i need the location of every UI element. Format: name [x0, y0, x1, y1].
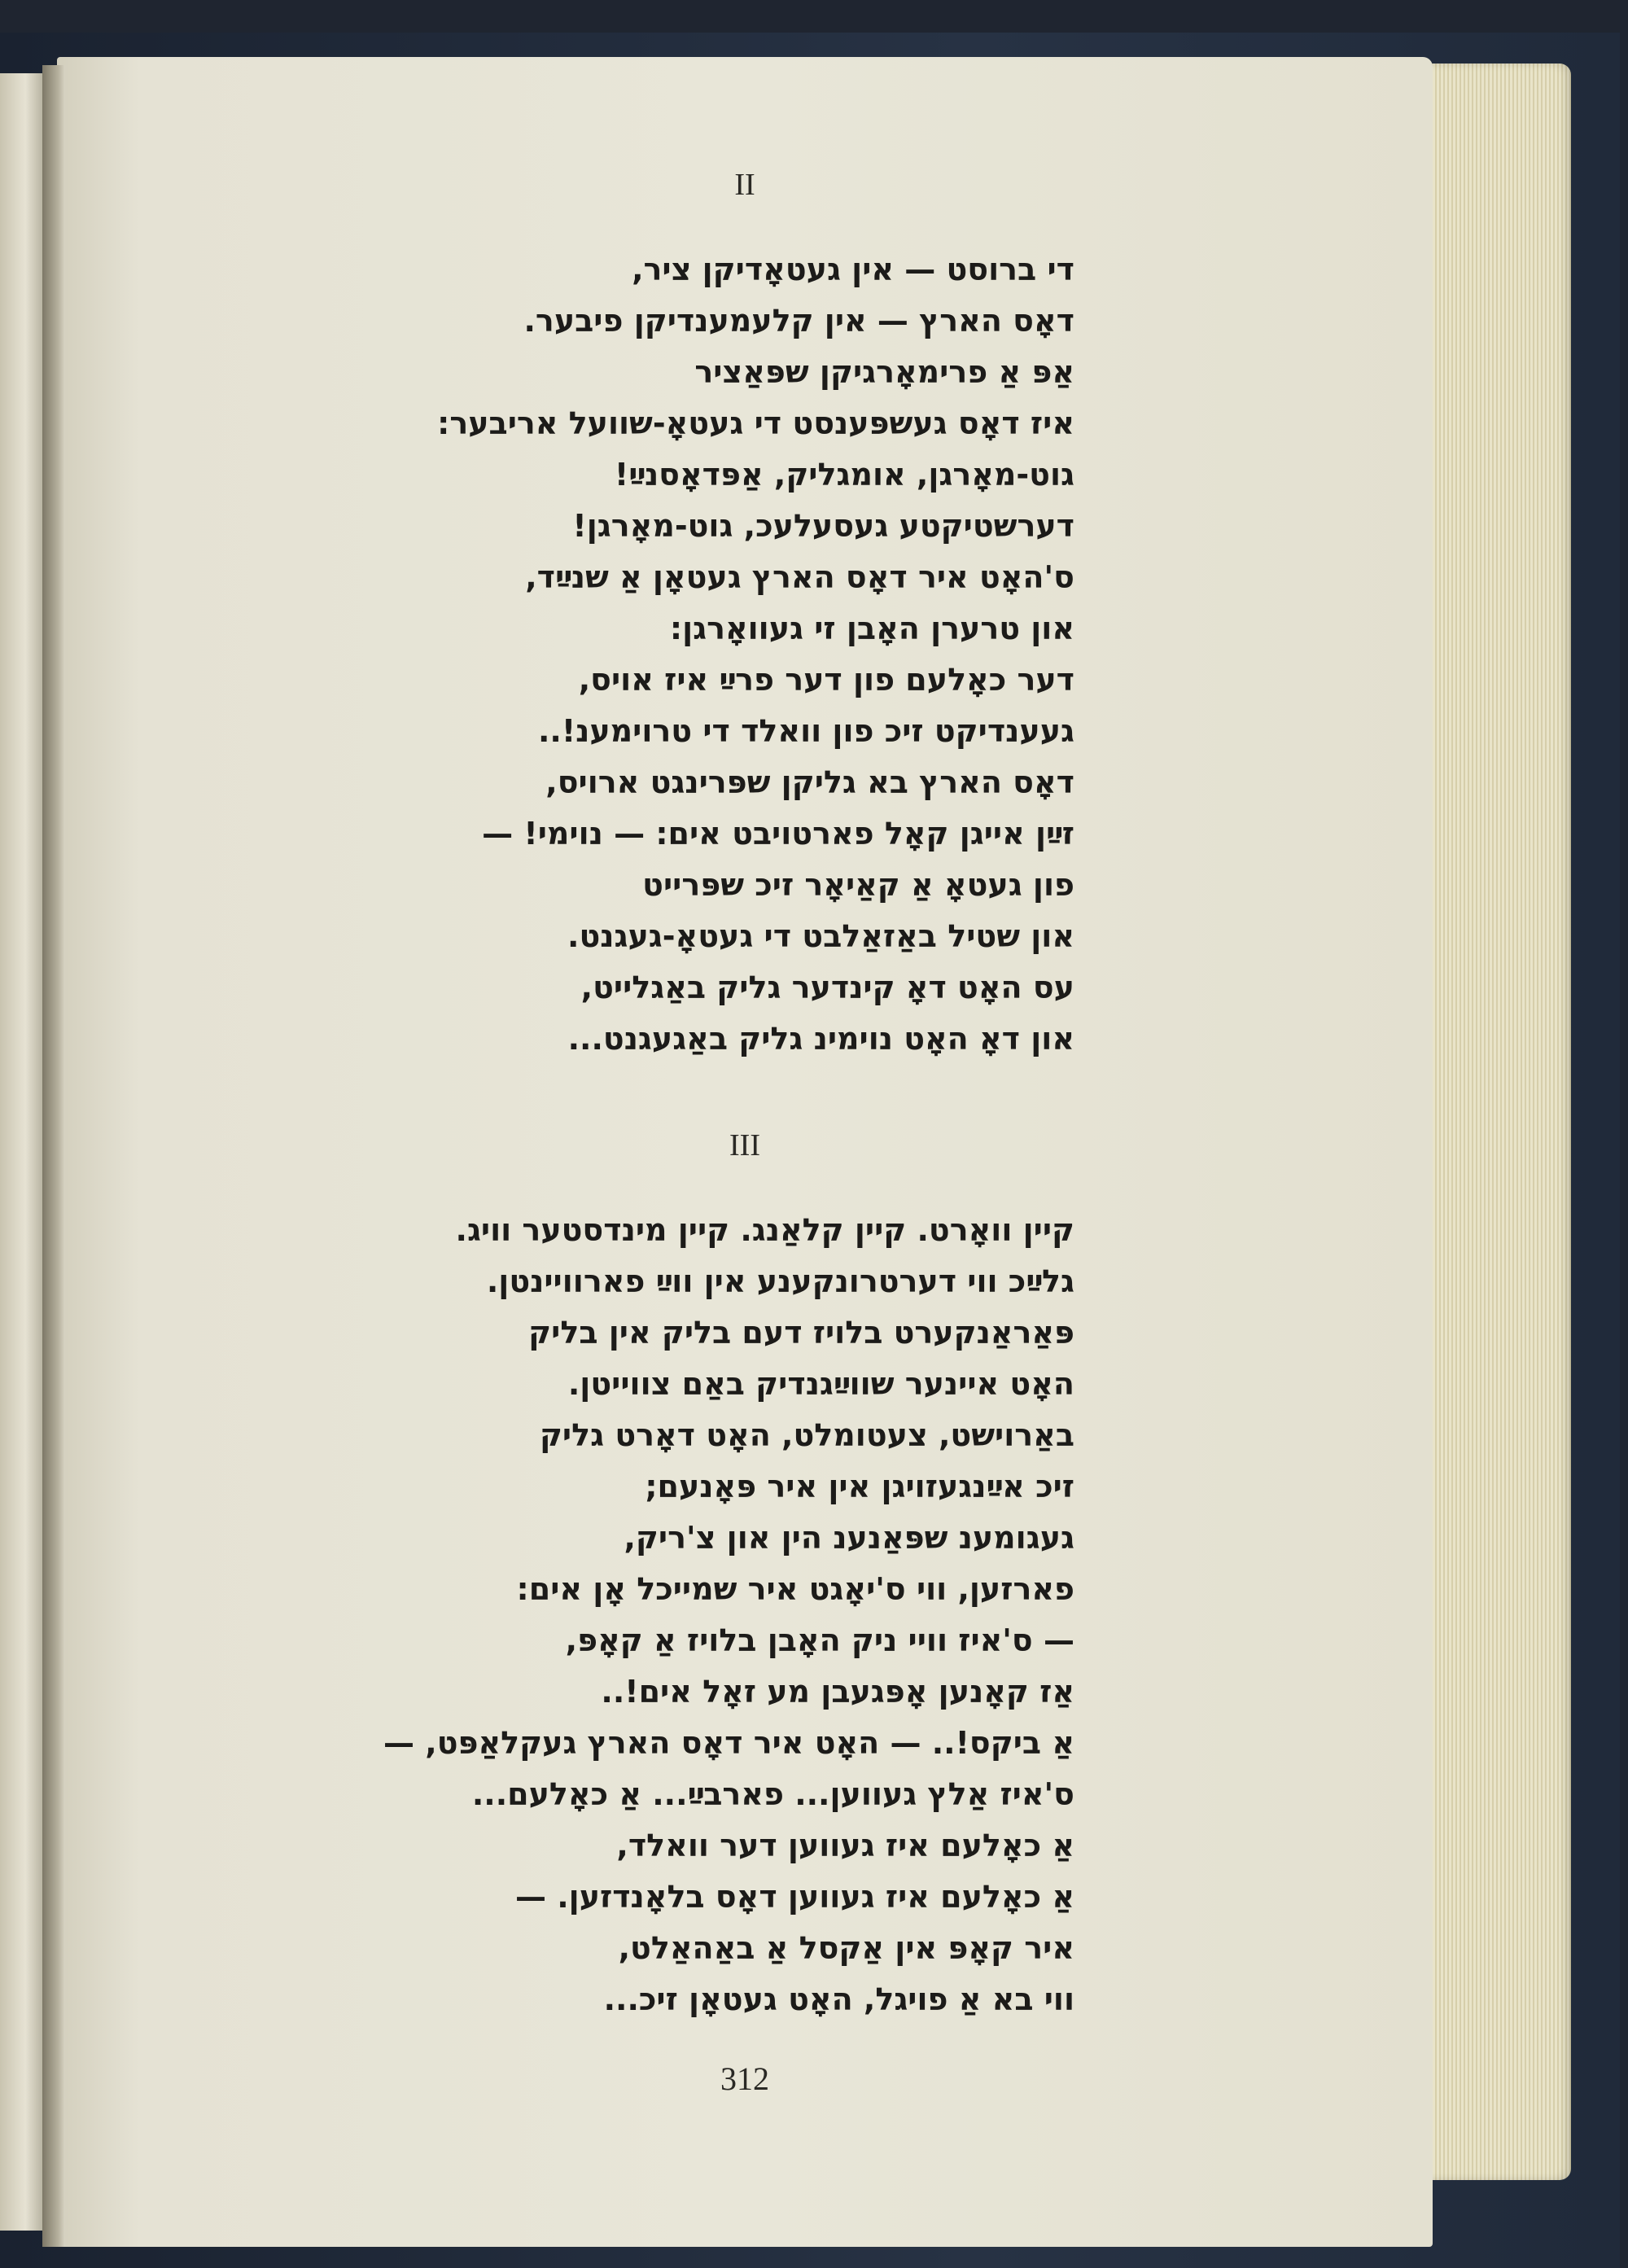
poem-line: זיכ אײַנגעזויגן אין איר פּאָנעם; — [645, 1469, 1074, 1504]
poem-line: ס'איז אַלץ געווען... פארבײַ... אַ כאָלעם... — [471, 1776, 1074, 1812]
poem-line: — ס'איז וויי ניק האָבן בלויז אַ קאָפּ, — [565, 1622, 1074, 1658]
poem-line: און דאָ האָט נוימינ גליק באַגעגנט... — [567, 1021, 1074, 1057]
page-stack-edge — [1420, 63, 1571, 2180]
poem-line: גוט-מאָרגן, אומגליק, אַפּדאָסנײַ! — [614, 457, 1074, 493]
poem-line: פון געטאָ אַ קאַיאָר זיכ שפּרייט — [642, 867, 1074, 903]
page-number: 312 — [720, 2060, 769, 2097]
poem-section-2 — [309, 244, 1074, 1065]
poem-line: ס'האָט איר דאָס הארץ געטאָן אַ שנײַד, — [525, 559, 1074, 595]
poem-section-3 — [309, 1205, 1074, 2025]
poem-line: און טרערן האָבן זי געוואָרגן: — [669, 611, 1074, 646]
poem-line: די ברוסט — אין געטאָדיקן ציר, — [632, 252, 1074, 287]
poem-line: אַפּ אַ פרימאָרגיקן שפּאַציר — [694, 354, 1074, 390]
poem-line: אַ ביקס!.. — האָט איר דאָס הארץ געקלאַפּט, — — [383, 1725, 1074, 1761]
poem-line: דאָס הארץ — אין קלעמענדיקן פיבער. — [523, 303, 1074, 339]
poem-line: פּאַראַנקערט בלויז דעם בליק אין בליק — [528, 1315, 1074, 1351]
poem-line: פארזען, ווי ס'יאָגט איר שמייכל אָן אים: — [516, 1571, 1074, 1607]
poem-line: קיין וואָרט. קיין קלאַנג. קיין מינדסטער וויג. — [455, 1212, 1074, 1248]
poem-line: און שטיל באַזאַלבט די געטאָ-געגנט. — [567, 918, 1074, 954]
poem-line: באַרוישט, צעטומלט, האָט דאָרט גליק — [539, 1417, 1074, 1453]
poem-line: האָט איינער שווײַגנדיק באַם צווייטן. — [567, 1366, 1074, 1402]
poem-line: איר קאָפּ אין אַקסל אַ באַהאַלט, — [618, 1930, 1074, 1966]
poem-line: דער כאָלעם פון דער פרײַ איז אויס, — [578, 662, 1074, 698]
poem-line: דערשטיקטע געסעלעכ, גוט-מאָרגן! — [572, 508, 1074, 544]
poem-line: געגומענ שפּאַנענ הין און צ'ריק, — [624, 1520, 1074, 1556]
poem-line: אַז קאָנען אָפּגעבן מע זאָל אים!.. — [601, 1674, 1074, 1710]
poem-line: זײַן אייגן קאָל פארטויבט אים: — נוימי! — — [482, 816, 1074, 852]
poem-line: אַ כאָלעם איז געווען דער וואלד, — [616, 1828, 1074, 1863]
poem-line: עס האָט דאָ קינדער גליק באַגלייט, — [580, 970, 1074, 1005]
poem-line: גלײַכ ווי דערטרונקענע אין ווײַ פארוויינטן. — [486, 1263, 1074, 1299]
section-number-2: II — [734, 168, 755, 202]
section-number-3: III — [729, 1128, 760, 1162]
poem-line: איז דאָס געשפּענסט די געטאָ-שוועל אריבער: — [437, 405, 1074, 441]
poem-line: דאָס הארץ בא גליקן שפּרינגט ארויס, — [545, 764, 1074, 800]
poem-line: געענדיקט זיכ פון וואלד די טרוימענ!.. — [537, 713, 1074, 749]
poem-line: אַ כאָלעם איז געווען דאָס בלאָנדזען. — — [514, 1879, 1074, 1915]
poem-line: ווי בא אַ פויגל, האָט געטאָן זיכ... — [603, 1981, 1074, 2017]
